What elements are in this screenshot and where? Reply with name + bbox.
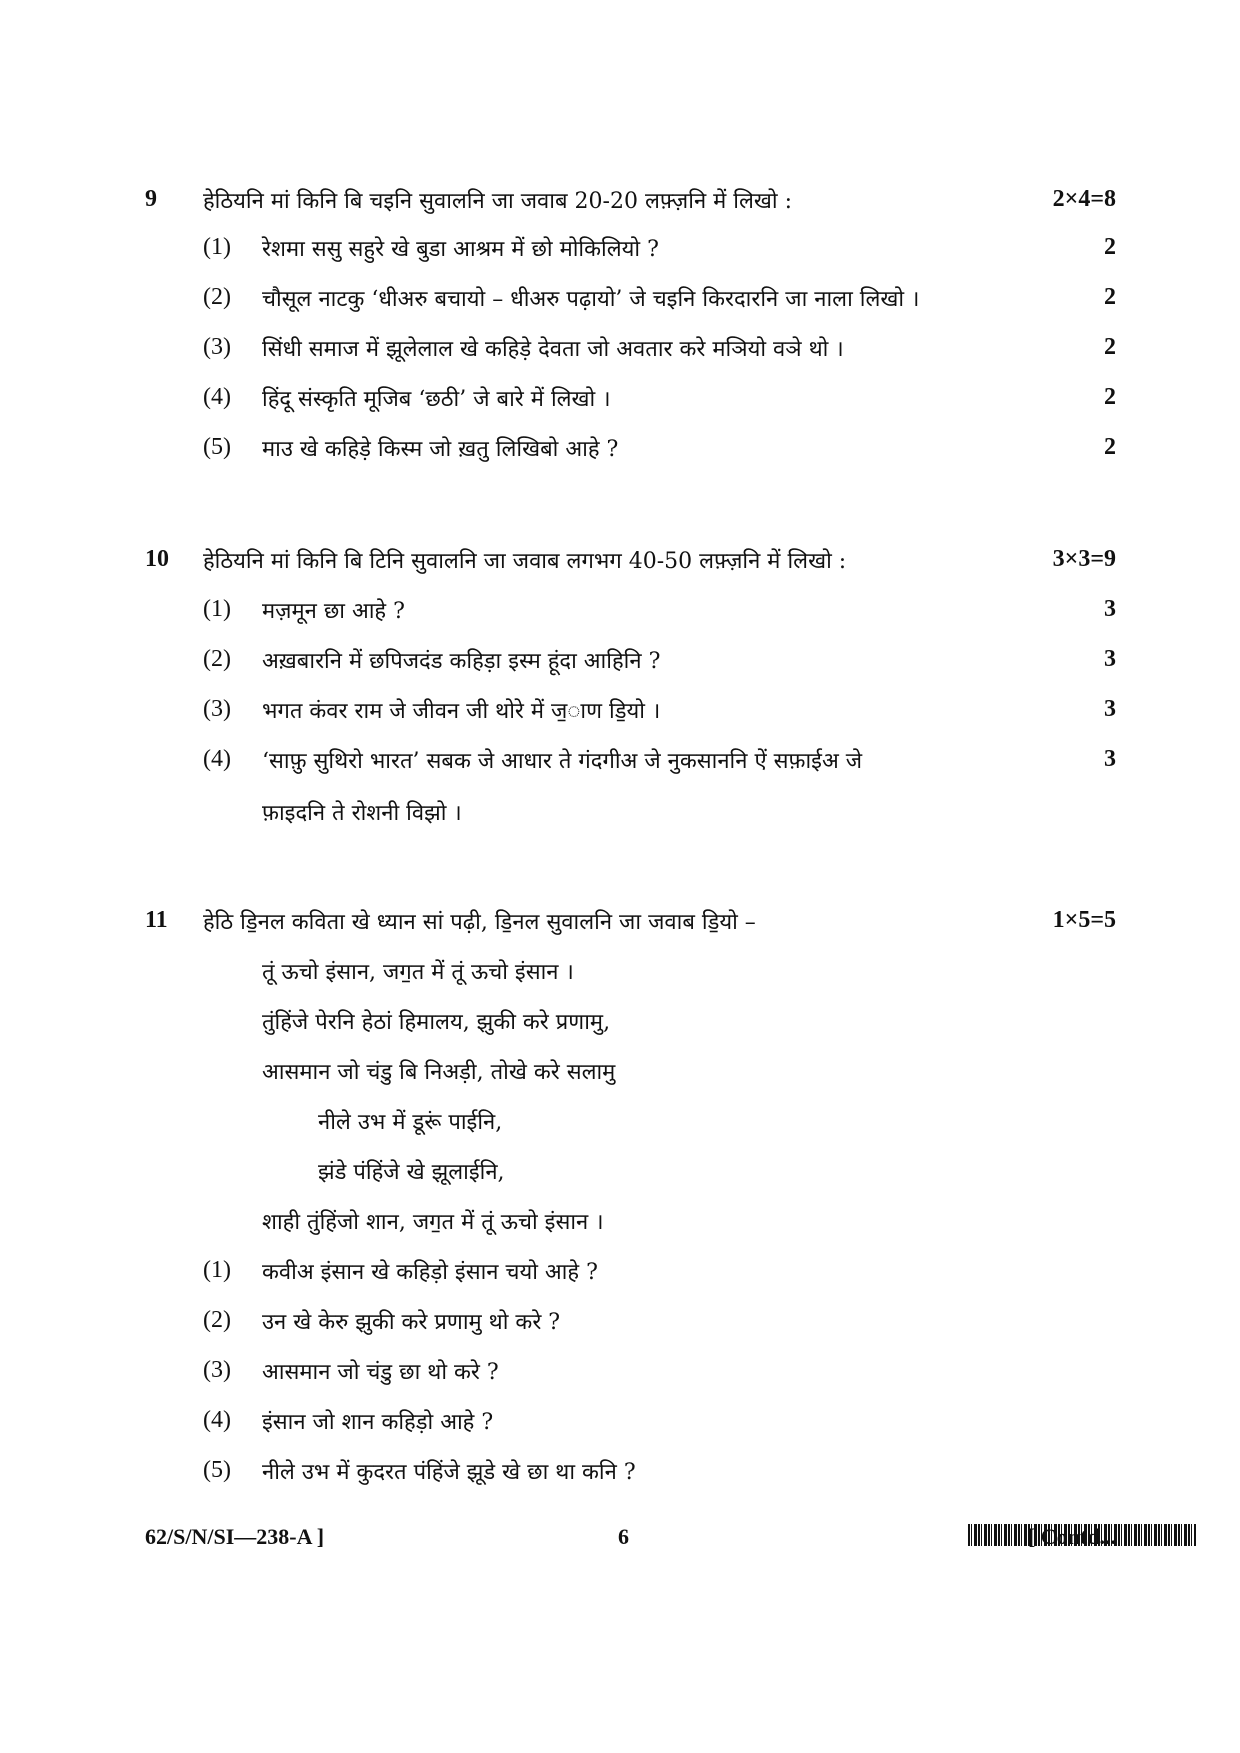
poem-line-4: नीले उभ में डूरूं पाईनि,	[318, 1110, 503, 1135]
poem-line-3: आसमान जो चंडु बि निअड़ी, तोखे करे सलामु	[262, 1060, 616, 1085]
paper-code: 62/S/N/SI—238-A ]	[145, 1524, 325, 1549]
q10-stem: हेठियनि मां किनि बि टिनि सुवालनि जा जवाब लगभग 40-50 लफ़्ज़नि में लिखो :	[203, 549, 847, 574]
q11-item-2-text: उन खे केरु झुकी करे प्रणामु थो करे ?	[262, 1310, 561, 1335]
q10-item-1-marks: 3	[1104, 596, 1116, 622]
q10-item-3-num: (3)	[203, 696, 231, 722]
q11-item-1-text: कवीअ इंसान खे कहिड़ो इंसान चयो आहे ?	[262, 1260, 598, 1285]
q10-item-2-marks: 3	[1104, 646, 1116, 672]
q9-item-3-marks: 2	[1104, 334, 1116, 360]
q9-item-5-marks: 2	[1104, 434, 1116, 460]
q9-stem: हेठियनि मां किनि बि चइनि सुवालनि जा जवाब 20-20 लफ़्ज़नि में लिखो :	[203, 189, 793, 214]
q10-item-4-text: ‘साफ़ु सुथिरो भारत’ सबक जे आधार ते गंदगीअ जे नुकसाननि ऐं सफ़ाईअ जे	[262, 749, 863, 774]
contd-label: [ Contd...	[1027, 1524, 1116, 1549]
q9-item-3-text: सिंधी समाज में झूलेलाल खे कहिड़े देवता जो अवतार करे मञियो वञे थो ।	[262, 337, 844, 362]
q9-item-4-text: हिंदू संस्कृति मूजिब ‘छठी’ जे बारे में लिखो ।	[262, 387, 611, 412]
poem-line-6: शाही तुंहिंजो शान, जग॒त में तूं ऊचो इंसान ।	[262, 1210, 604, 1235]
q10-item-4-marks: 3	[1104, 746, 1116, 772]
q9-item-1-marks: 2	[1104, 234, 1116, 260]
q9-item-5-text: माउ खे कहिड़े किस्म जो ख़तु लिखिबो आहे ?	[262, 437, 619, 462]
page-number: 6	[618, 1524, 629, 1549]
q11-item-1-num: (1)	[203, 1257, 231, 1283]
poem-line-1: तूं ऊचो इंसान, जग॒त में तूं ऊचो इंसान ।	[262, 960, 574, 985]
q10-item-4-text-line2: फ़ाइदनि ते रोशनी विझो ।	[262, 801, 462, 826]
q11-item-2-num: (2)	[203, 1307, 231, 1333]
poem-line-2: तुंहिंजे पेरनि हेठां हिमालय, झुकी करे प्रणामु,	[262, 1010, 611, 1035]
q11-item-4-num: (4)	[203, 1407, 231, 1433]
q11-number: 11	[145, 907, 168, 933]
q10-item-3-text: भगत कंवर राम जे जीवन जी थोरे में ज॒ाण डि॒यो ।	[262, 699, 661, 724]
q11-item-3-text: आसमान जो चंडु छा थो करे ?	[262, 1360, 499, 1385]
q11-item-4-text: इंसान जो शान कहिड़ो आहे ?	[262, 1410, 494, 1435]
q10-marks: 3×3=9	[1052, 546, 1116, 572]
q9-item-4-marks: 2	[1104, 384, 1116, 410]
q10-item-4-num: (4)	[203, 746, 231, 772]
q9-item-2-num: (2)	[203, 284, 231, 310]
q9-item-1-text: रेशमा ससु सहुरे खे बुडा आश्रम में छो मोकिलियो ?	[262, 237, 659, 262]
q10-item-2-text: अख़बारनि में छपिजदंड कहिड़ा इस्म हूंदा आहिनि ?	[262, 649, 661, 674]
q9-marks: 2×4=8	[1052, 186, 1116, 212]
q11-stem: हेठि डि॒नल कविता खे ध्यान सां पढ़ी, डि॒नल सुवालनि जा जवाब डि॒यो –	[203, 910, 756, 935]
q11-item-5-num: (5)	[203, 1457, 231, 1483]
q9-item-4-num: (4)	[203, 384, 231, 410]
q9-item-3-num: (3)	[203, 334, 231, 360]
q9-item-2-text: चौसूल नाटकु ‘धीअरु बचायो – धीअरु पढ़ायो’ जे चइनि किरदारनि जा नाला लिखो ।	[262, 287, 920, 312]
q11-item-5-text: नीले उभ में कुदरत पंहिंजे झूडे खे छा था कनि ?	[262, 1460, 636, 1485]
q10-item-1-text: मज़मून छा आहे ?	[262, 599, 405, 624]
q11-marks: 1×5=5	[1052, 907, 1116, 933]
q9-item-1-num: (1)	[203, 234, 231, 260]
q9-item-2-marks: 2	[1104, 284, 1116, 310]
q10-item-1-num: (1)	[203, 596, 231, 622]
q11-item-3-num: (3)	[203, 1357, 231, 1383]
q9-number: 9	[145, 186, 157, 212]
q9-item-5-num: (5)	[203, 434, 231, 460]
q10-number: 10	[145, 546, 169, 572]
q10-item-2-num: (2)	[203, 646, 231, 672]
poem-line-5: झंडे पंहिंजे खे झूलाईनि,	[318, 1160, 505, 1185]
q10-item-3-marks: 3	[1104, 696, 1116, 722]
